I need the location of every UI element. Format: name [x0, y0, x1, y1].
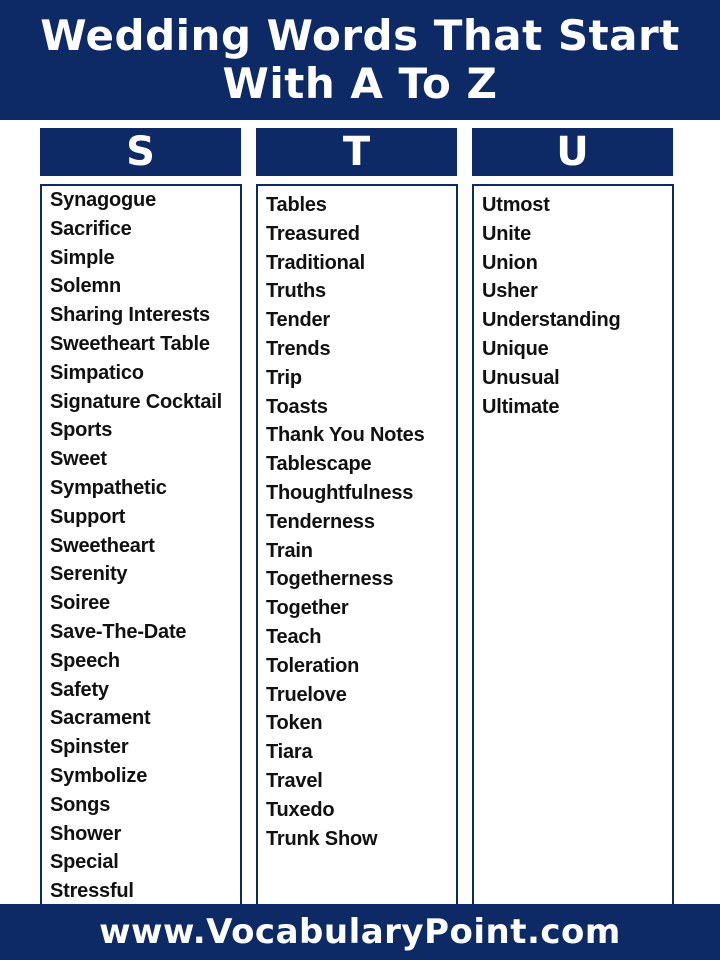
word-item: Special	[50, 851, 119, 874]
title-line-2: With A To Z	[222, 59, 498, 108]
words-u	[482, 191, 621, 421]
word-item: Sacrifice	[50, 217, 132, 240]
word-item: Thank You Notes	[266, 424, 425, 447]
word-item: Tender	[266, 309, 330, 332]
word-item: Speech	[50, 649, 120, 672]
word-item: Synagogue	[50, 189, 156, 211]
word-item: Traditional	[266, 251, 365, 274]
word-item: Tiara	[266, 741, 313, 764]
word-item: Thoughtfulness	[266, 481, 414, 504]
word-item: Serenity	[50, 563, 128, 586]
words-s	[50, 186, 222, 906]
word-item: Ultimate	[482, 395, 560, 418]
word-item: Sports	[50, 419, 113, 442]
word-item: Truelove	[266, 683, 347, 706]
word-item: Trunk Show	[266, 827, 378, 850]
word-item: Tenderness	[266, 510, 375, 533]
word-item: Usher	[482, 280, 538, 303]
word-item: Trip	[266, 366, 302, 389]
words-t	[266, 191, 425, 853]
column-header-s: S	[40, 128, 241, 176]
word-item: Understanding	[482, 309, 621, 332]
word-item: Truths	[266, 280, 326, 303]
word-item: Togetherness	[266, 568, 394, 591]
word-item: Symbolize	[50, 764, 148, 787]
word-item: Sweetheart Table	[50, 332, 210, 355]
word-item: Safety	[50, 678, 109, 701]
word-item: Union	[482, 251, 538, 274]
word-item: Support	[50, 505, 126, 528]
word-list-u	[472, 184, 674, 906]
column-header-t: T	[256, 128, 457, 176]
word-item: Tables	[266, 194, 327, 216]
word-item: Utmost	[482, 194, 550, 216]
word-item: Toasts	[266, 395, 328, 418]
word-item: Simple	[50, 246, 115, 269]
word-item: Unite	[482, 222, 532, 245]
word-item: Shower	[50, 822, 122, 845]
word-item: Sympathetic	[50, 476, 167, 499]
footer-website: www.VocabularyPoint.com	[0, 904, 720, 960]
word-item: Token	[266, 712, 323, 735]
word-item: Sweet	[50, 448, 107, 471]
word-item: Train	[266, 539, 313, 562]
word-item: Sacrament	[50, 707, 151, 730]
word-item: Sweetheart	[50, 534, 155, 557]
word-item: Together	[266, 597, 349, 620]
word-item: Teach	[266, 625, 322, 648]
word-item: Unusual	[482, 366, 560, 389]
title-banner	[0, 0, 720, 120]
word-item: Save-The-Date	[50, 620, 187, 643]
word-item: Simpatico	[50, 361, 144, 384]
word-item: Stressful	[50, 880, 134, 903]
word-item: Soiree	[50, 592, 110, 615]
word-item: Travel	[266, 769, 323, 792]
word-item: Tablescape	[266, 453, 372, 476]
word-item: Songs	[50, 793, 111, 816]
column-header-u: U	[472, 128, 673, 176]
title-line-1: Wedding Words That Start	[40, 11, 680, 60]
word-item: Spinster	[50, 736, 129, 759]
word-item: Trends	[266, 337, 331, 360]
word-item: Solemn	[50, 275, 122, 298]
word-item: Treasured	[266, 222, 360, 245]
word-item: Sharing Interests	[50, 304, 210, 327]
word-list-s	[40, 184, 242, 906]
word-item: Signature Cocktail	[50, 390, 222, 413]
word-item: Unique	[482, 337, 549, 360]
word-item: Tuxedo	[266, 798, 335, 821]
word-list-t	[256, 184, 458, 906]
word-item: Toleration	[266, 654, 360, 677]
